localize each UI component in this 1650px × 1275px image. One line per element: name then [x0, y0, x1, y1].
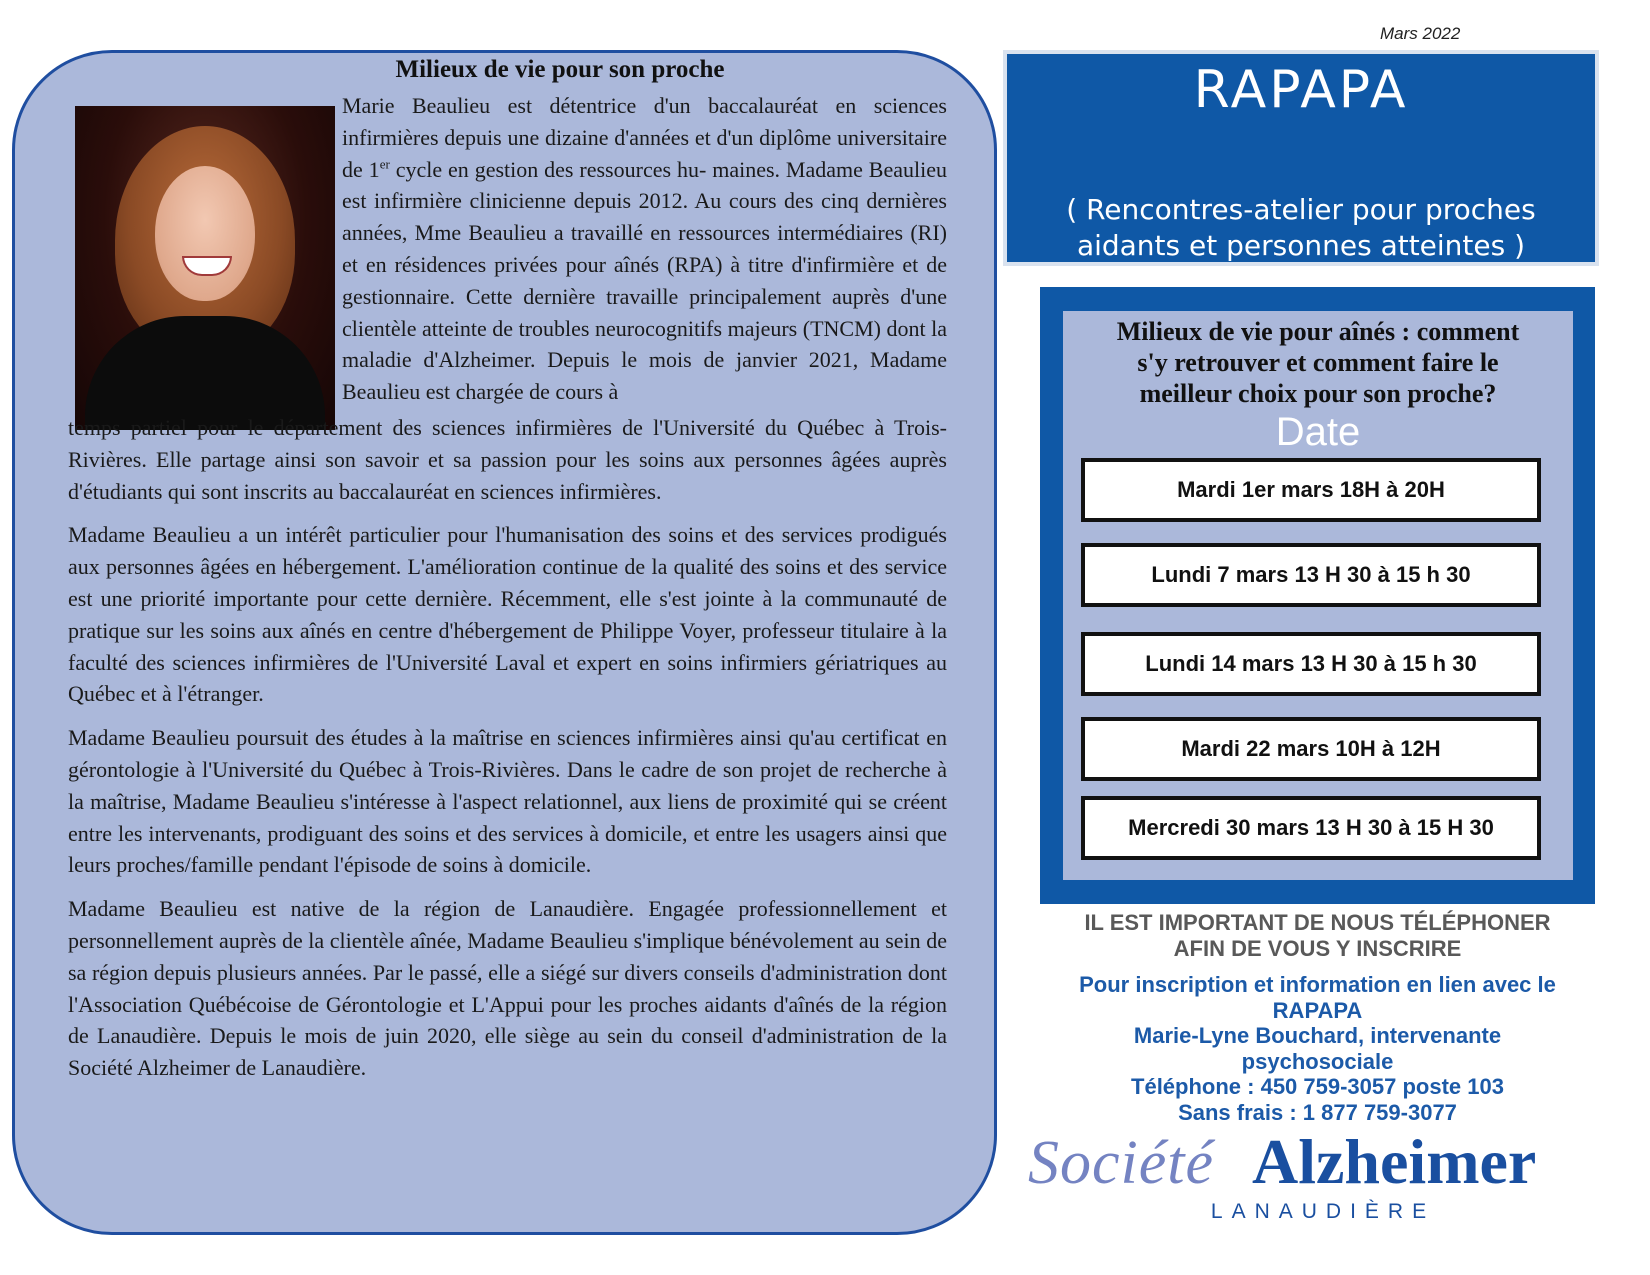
biography-continuation: temps partiel pour le département des sciences infirmières de l'Université du Québec à Trois-Rivières. Elle partage ainsi son savoir et sa passion pour les soins aux personnes âgées auprès d'étudiants qui sont inscrits au baccalauréat en sciences infirmières.: [68, 415, 947, 504]
session-date-2: Lundi 7 mars 13 H 30 à 15 h 30: [1081, 543, 1541, 607]
issue-date: Mars 2022: [1380, 24, 1461, 43]
biography-paragraph-4: Madame Beaulieu est native de la région de Lanaudière. Engagée professionnellement et personnellement auprès de la clientèle aînée, Madame Beaulieu s'implique bénévolement au sein de sa région depuis plusieurs années. Par le passé, elle a siégé sur divers conseils d'administration dont l'Association Québécoise de Gérontologie et L'Appui pour les proches aidants d'aînés de la région de Lanaudière. Depuis le mois de juin 2020, elle siège au sein du conseil d'administration de la Société Alzheimer de Lanaudière.: [68, 896, 947, 1081]
biography-paragraph-2: Madame Beaulieu a un intérêt particulier pour l'humanisation des soins et des services prodigués aux personnes âgées en hébergement. L'amélioration continue de la qualité des soins et des service est une priorité importante pour cette dernière. Récemment, elle s'est jointe à la communauté de pratique sur les soins aux aînés en centre d'hébergement de Philippe Voyer, professeur titulaire à la faculté des sciences infirmières de l'Université Laval et expert en soins infirmiers gériatriques au Québec et à l'étranger.: [68, 522, 947, 707]
rapapa-banner: [1003, 50, 1599, 266]
toll-free-number: Sans frais : 1 877 759-3077: [1178, 1099, 1457, 1125]
biography-title: Milieux de vie pour son proche: [395, 56, 725, 83]
sessions-date-label: Date: [1275, 410, 1361, 454]
biography-paragraph-3: Madame Beaulieu poursuit des études à la maîtrise en sciences infirmières ainsi qu'au certificat en gérontologie à l'Université du Québec à Trois-Rivières. Dans le cadre de son projet de recherche à la maîtrise, Madame Beaulieu s'intéresse à l'aspect relationnel, aux liens de proximité qui se créent entre les intervenants, prodiguant des soins et des services à domicile, et entre les usagers ainsi que leurs proches/famille pendant l'épisode de soins à domicile.: [68, 725, 947, 878]
rapapa-subtitle: ( Rencontres-atelier pour proches aidants et personnes atteintes ): [1066, 193, 1536, 262]
sessions-heading: Milieux de vie pour aînés : comment s'y retrouver et comment faire le meilleur choix pour son proche?: [1116, 317, 1520, 408]
registration-notice: IL EST IMPORTANT DE NOUS TÉLÉPHONER AFIN DE VOUS Y INSCRIRE: [1084, 910, 1551, 961]
session-date-5: Mercredi 30 mars 13 H 30 à 15 H 30: [1081, 796, 1541, 860]
societe-alzheimer-logo: Société Alzheimer LANAUDIÈRE: [1028, 1126, 1537, 1223]
contact-info: Pour inscription et information en lien avec le RAPAPA Marie-Lyne Bouchard, intervenante psychosociale Téléphone : 450 759-3057 poste 103 Sans frais : 1 877 759-3077: [1040, 972, 1595, 1125]
session-date-3: Lundi 14 mars 13 H 30 à 15 h 30: [1081, 632, 1541, 696]
session-date-4: Mardi 22 mars 10H à 12H: [1081, 717, 1541, 781]
session-date-1: Mardi 1er mars 18H à 20H: [1081, 458, 1541, 522]
rapapa-title: RAPAPA: [1193, 60, 1409, 120]
phone-number: Téléphone : 450 759-3057 poste 103: [1131, 1074, 1504, 1099]
speaker-photo: [75, 106, 335, 430]
biography-intro: Marie Beaulieu est détentrice d'un baccalauréat en sciences infirmières depuis une dizaine d'années et d'un diplôme universitaire de 1er cycle en gestion des ressources hu- maines. Madame Beaulieu est infirmière clinicienne depuis 2012. Au cours des cinq dernières années, Mme Beaulieu a travaillé en ressources intermédiaires (RI) et en résidences privées pour aînés (RPA) à titre d'infirmière et de gestionnaire. Cette dernière travaille principalement auprès d'une clientèle atteinte de troubles neurocognitifs majeurs (TNCM) dont la maladie d'Alzheimer. Depuis le mois de janvier 2021, Madame Beaulieu est chargée de cours à: [342, 93, 948, 405]
biography-body: [68, 412, 947, 1096]
